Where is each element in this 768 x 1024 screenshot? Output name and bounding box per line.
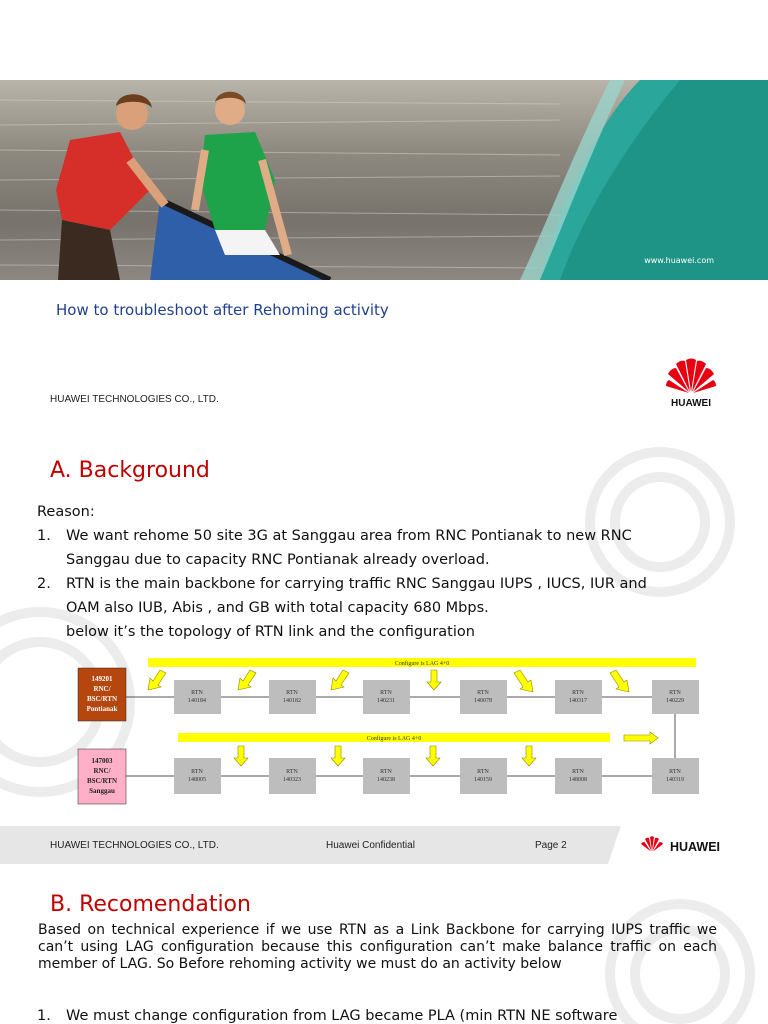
- rtn-node-id: 140231: [377, 698, 395, 704]
- traffic-arrow: [148, 670, 166, 690]
- rtn-node: [363, 680, 410, 714]
- rtn-node-label: RTN: [669, 690, 681, 696]
- rtn-node-label: RTN: [669, 769, 681, 775]
- list-item-line: We must change configuration from LAG became PLA (min RTN NE software: [66, 1008, 618, 1024]
- footer-company: HUAWEI TECHNOLOGIES CO., LTD.: [50, 840, 219, 851]
- deck-title: How to troubleshoot after Rehoming activity: [56, 301, 389, 319]
- logo-text: HUAWEI: [671, 398, 711, 408]
- rtn-node: [652, 680, 699, 714]
- rtn-node-label: RTN: [191, 690, 203, 696]
- recommendation-paragraph: Based on technical experience if we use RTN as a Link Backbone for carrying IUPS traffic we can’t using LAG configuration because this configuration can’t make balance traffic on each member of LAG. So Before rehoming activity we must do an activity below: [38, 922, 717, 972]
- lag-label-bottom: Configure is LAG 4+0: [366, 736, 422, 742]
- source-top-line: 149201: [91, 675, 113, 683]
- huawei-logo: [664, 356, 718, 408]
- rtn-node-label: RTN: [572, 690, 584, 696]
- traffic-arrow: [514, 670, 533, 692]
- rtn-node: [269, 680, 316, 714]
- recommendation-slide: [0, 864, 768, 1024]
- title-slide: [0, 0, 768, 432]
- rtn-node-label: RTN: [477, 690, 489, 696]
- list-item-number: 1.: [37, 1008, 51, 1024]
- rtn-node-label: RTN: [477, 769, 489, 775]
- source-bottom-line: 147003: [91, 757, 113, 765]
- source-bottom-line: Sanggau: [89, 787, 115, 795]
- rtn-node-id: 140184: [188, 698, 206, 704]
- rtn-node: [460, 758, 507, 794]
- section-heading: A. Background: [50, 458, 210, 483]
- traffic-arrow: [331, 670, 349, 690]
- traffic-arrow: [331, 746, 345, 766]
- rtn-node-label: RTN: [286, 690, 298, 696]
- footer-huawei-logo: [640, 835, 728, 855]
- traffic-arrow: [234, 746, 248, 766]
- lag-label-top: Configure is LAG 4+0: [394, 661, 450, 667]
- website-url[interactable]: www.huawei.com: [644, 256, 714, 265]
- traffic-arrow: [238, 670, 256, 690]
- rtn-node-id: 140182: [283, 698, 301, 704]
- traffic-arrow: [427, 670, 441, 690]
- rtn-node-id: 140317: [569, 698, 587, 704]
- list-item-number: 2.: [37, 576, 51, 592]
- rtn-node-id: 148008: [569, 777, 587, 783]
- rtn-node: [555, 680, 602, 714]
- section-heading: B. Recomendation: [50, 892, 251, 917]
- traffic-arrow: [624, 732, 658, 744]
- rtn-node-id: 140238: [377, 777, 395, 783]
- traffic-arrow: [522, 746, 536, 766]
- footer-page-number: Page 2: [535, 840, 567, 851]
- rtn-node: [174, 680, 221, 714]
- rtn-node-label: RTN: [286, 769, 298, 775]
- company-name: HUAWEI TECHNOLOGIES CO., LTD.: [50, 394, 219, 405]
- background-slide: [0, 432, 768, 864]
- rtn-node-label: RTN: [380, 769, 392, 775]
- rtn-node: [174, 758, 221, 794]
- rtn-node-label: RTN: [380, 690, 392, 696]
- traffic-arrow: [426, 746, 440, 766]
- rtn-node: [555, 758, 602, 794]
- photo-illustration: [0, 80, 768, 280]
- source-top-line: BSC/RTN: [86, 695, 118, 703]
- header-photo: [0, 80, 768, 280]
- rtn-node-id: 140323: [283, 777, 301, 783]
- list-item-line: RTN is the main backbone for carrying traffic RNC Sanggau IUPS , IUCS, IUR and: [66, 576, 647, 592]
- source-bottom-line: BSC/RTN: [86, 777, 118, 785]
- source-top-line: RNC/: [93, 685, 111, 693]
- traffic-arrow: [610, 670, 629, 692]
- rtn-node-label: RTN: [191, 769, 203, 775]
- slide-footer: [0, 826, 768, 864]
- rtn-topology-diagram: [0, 652, 768, 812]
- rtn-node-id: 148005: [188, 777, 206, 783]
- source-bottom-line: RNC/: [93, 767, 111, 775]
- rtn-node: [363, 758, 410, 794]
- footer-confidential: Huawei Confidential: [326, 840, 415, 851]
- list-item-number: 1.: [37, 528, 51, 544]
- list-item-line: We want rehome 50 site 3G at Sanggau area from RNC Pontianak to new RNC: [66, 528, 632, 544]
- footer-logo-text: HUAWEI: [670, 840, 720, 854]
- list-item-line: Sanggau due to capacity RNC Pontianak already overload.: [66, 552, 490, 568]
- list-item-line: OAM also IUB, Abis , and GB with total capacity 680 Mbps.: [66, 600, 489, 616]
- rtn-node: [269, 758, 316, 794]
- rtn-node: [460, 680, 507, 714]
- rtn-node-id: 140229: [666, 698, 684, 704]
- rtn-node: [652, 758, 699, 794]
- source-top-line: Pontianak: [86, 705, 118, 713]
- rtn-node-id: 140319: [666, 777, 684, 783]
- reason-label: Reason:: [37, 504, 95, 520]
- topology-note: below it’s the topology of RTN link and the configuration: [66, 624, 475, 640]
- rtn-node-label: RTN: [572, 769, 584, 775]
- rtn-node-id: 140159: [474, 777, 492, 783]
- rtn-node-id: 140078: [474, 698, 492, 704]
